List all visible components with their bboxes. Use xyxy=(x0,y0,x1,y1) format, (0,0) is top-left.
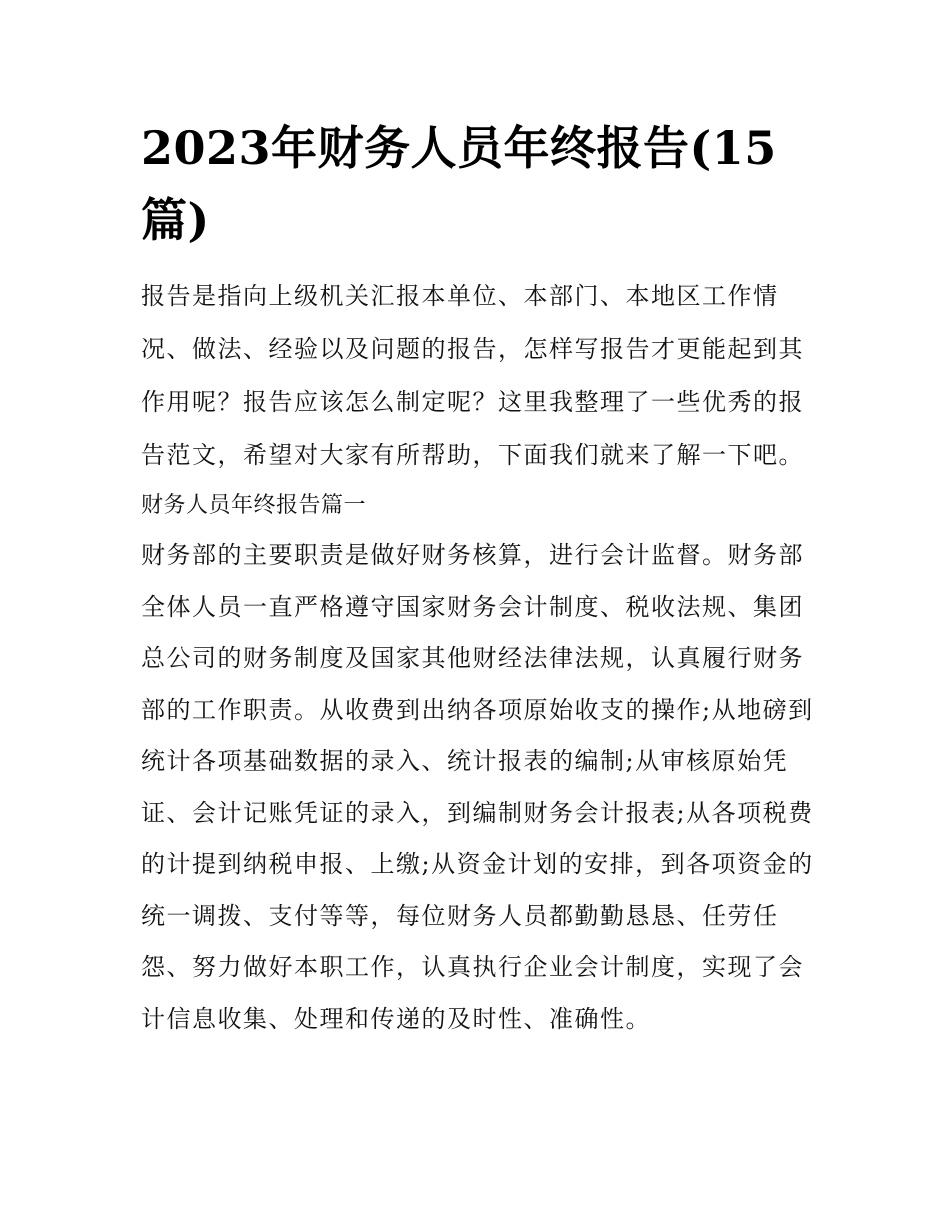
intro-paragraph: 报告是指向上级机关汇报本单位、本部门、本地区工作情况、做法、经验以及问题的报告，怎样写报告才更能起到其作用呢？报告应该怎么制定呢？这里我整理了一些优秀的报告范文，希望对大家有所帮助，下面我们就来了解一下吧。 xyxy=(141,282,804,469)
document-content xyxy=(141,112,821,1045)
section-heading: 财务人员年终报告篇一 xyxy=(141,493,367,518)
document-title: 2023年财务人员年终报告(15篇) xyxy=(141,121,777,247)
section-body-paragraph: 财务部的主要职责是做好财务核算，进行会计监督。财务部全体人员一直严格遵守国家财务会计制度、税收法规、集团总公司的财务制度及国家其他财经法律法规，认真履行财务部的工作职责。从收费到出纳各项原始收支的操作;从地磅到统计各项基础数据的录入、统计报表的编制;从审核原始凭证、会计记账凭证的录入，到编制财务会计报表;从各项税费的计提到纳税申报、上缴;从资金计划的安排，到各项资金的统一调拨、支付等等，每位财务人员都勤勤恳恳、任劳任怨、努力做好本职工作，认真执行企业会计制度，实现了会计信息收集、处理和传递的及时性、准确性。 xyxy=(141,541,814,1033)
